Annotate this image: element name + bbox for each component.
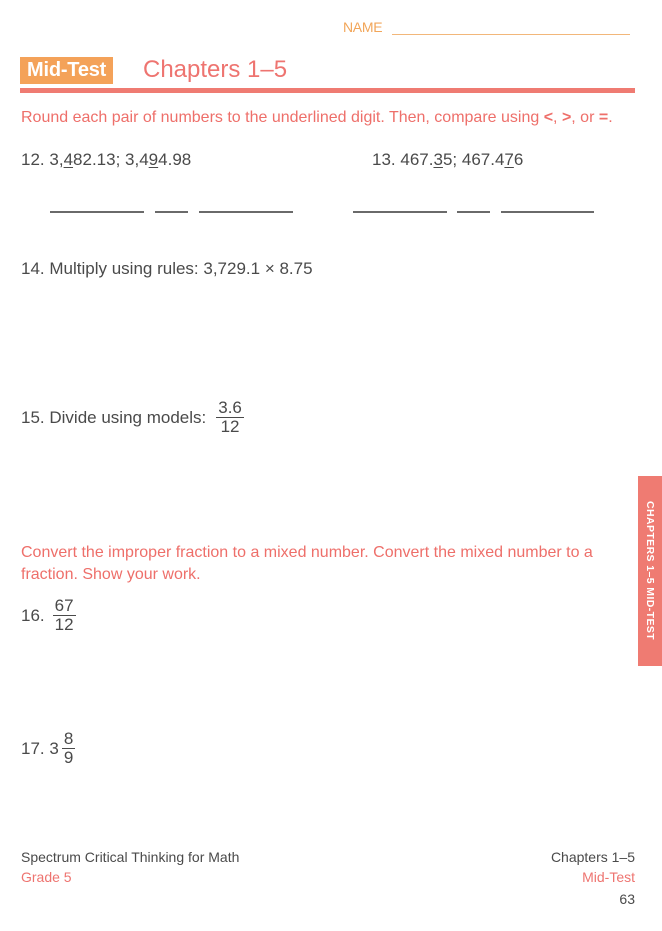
p16-work-area[interactable] [21,640,621,730]
p14-work-area[interactable] [21,285,621,385]
p12-answer-first[interactable] [50,211,144,213]
footer-left [21,847,239,887]
grade-label: Grade 5 [21,869,72,885]
underlined-digit: 4 [63,150,74,169]
fraction: $\frac{67}{12}$ [54,596,74,634]
footer-section: Mid-Test [582,869,635,885]
book-title: Spectrum Critical Thinking for Math [21,849,240,865]
problem-17: 17. 3 $\frac{8}{9}$ [21,729,74,767]
page-number: 63 [619,891,635,907]
problem-12: 12. 3,482.13; 3,494.98 [21,150,192,169]
problem-13: 13. 467.35; 467.476 [372,150,524,169]
mid-test-badge: Mid-Test [20,57,113,84]
chapter-side-tab: CHAPTERS 1–5 MID-TEST [638,476,662,666]
footer-right [551,847,635,909]
problem-15: 15. Divide using models: $\frac{3.6}{12}$ [21,398,242,436]
problem-16: 16. $\frac{67}{12}$ [21,596,74,634]
p13-answer-compare[interactable] [457,211,490,213]
p13-answer-second[interactable] [501,211,594,213]
p17-work-area[interactable] [21,775,621,835]
footer-chapters: Chapters 1–5 [550,849,635,865]
name-input-line[interactable] [392,34,630,35]
underlined-digit: 9 [148,150,159,169]
page-title: Chapters 1–5 [143,56,288,83]
underlined-digit: 3 [433,150,443,169]
less-than-symbol: < [543,109,554,126]
name-label: NAME [343,19,383,35]
rounding-instructions: Round each pair of numbers to the underlined digit. Then, compare using <, >, or =. [21,109,613,126]
p12-answer-second[interactable] [199,211,293,213]
p15-work-area[interactable] [21,445,621,535]
underlined-digit: 7 [504,150,514,169]
title-rule [20,88,635,93]
fraction-instructions: Convert the improper fraction to a mixed number. Convert the mixed number to a fraction. Show your work. [21,544,593,583]
p13-answer-first[interactable] [353,211,447,213]
fraction: $\frac{8}{9}$ [63,729,74,767]
problem-14: 14. Multiply using rules: 3,729.1 × 8.75 [21,259,313,278]
p12-answer-compare[interactable] [155,211,188,213]
greater-than-symbol: > [561,109,572,126]
fraction: $\frac{3.6}{12}$ [218,398,242,436]
equals-symbol: = [598,109,609,126]
